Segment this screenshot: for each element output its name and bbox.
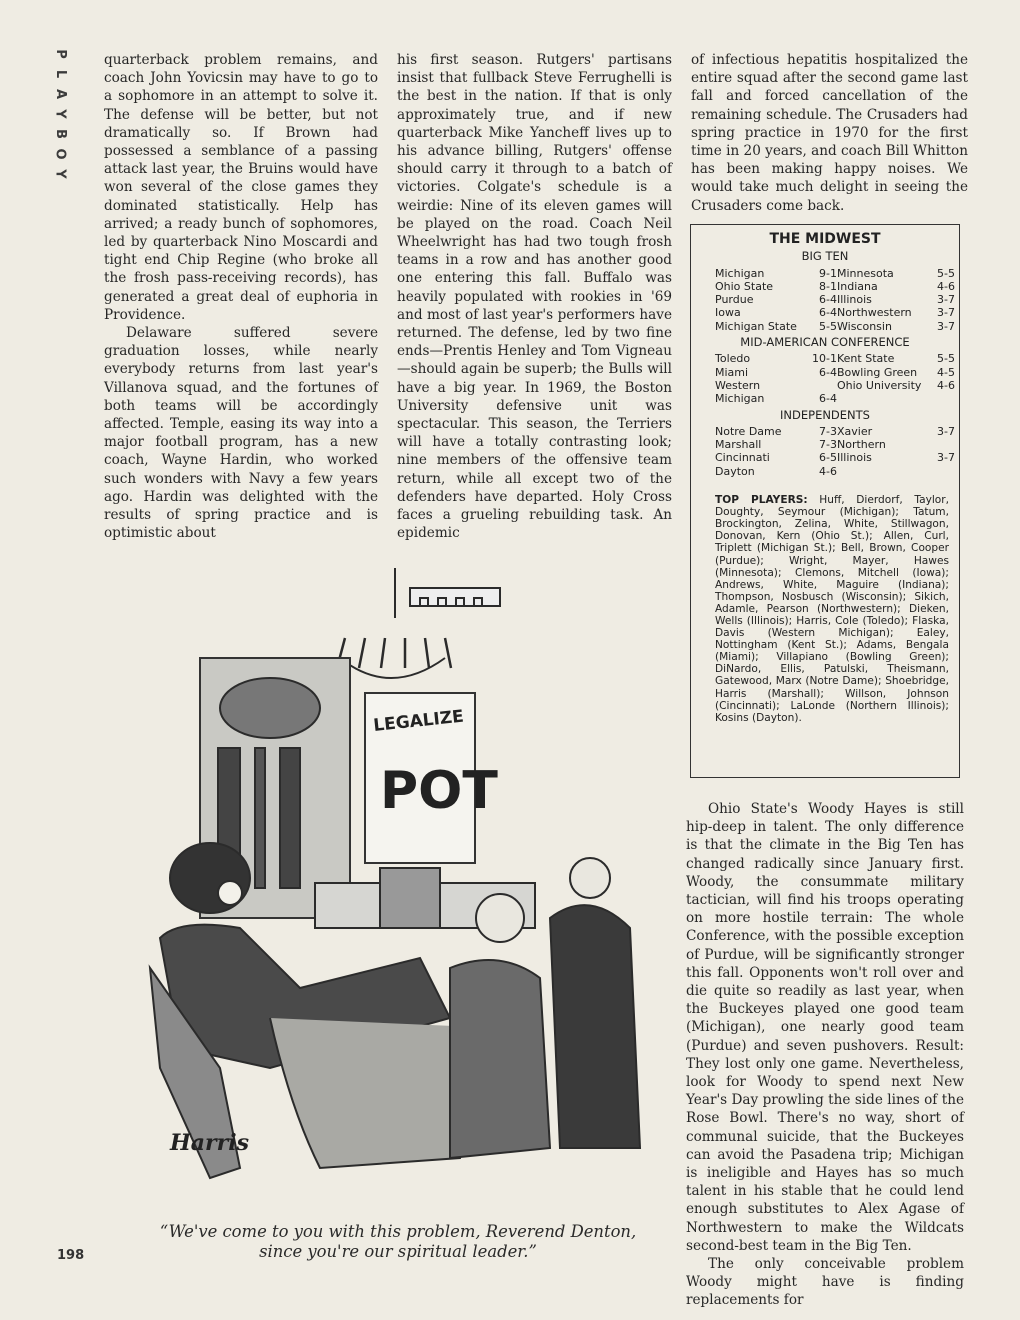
team-name: Wisconsin [837,319,892,333]
team-name: Iowa [715,306,741,320]
playboy-vertical-brand: P L A Y B O Y [52,49,68,179]
team-name: Miami [715,365,749,379]
team-record: 10-1 [812,352,837,366]
team-name [837,392,927,405]
team-record: 9-1 [819,266,837,280]
team-record: 6-4 [819,293,837,307]
team-name: Ohio University [837,378,922,392]
team-name: Illinois [837,451,872,465]
team-record: 8-1 [819,279,837,293]
team-record [927,438,955,451]
midwest-sidebar-box [690,224,960,778]
article-column-3-continued [686,800,964,1310]
conference-heading: BIG TEN [801,249,849,264]
team-record: 3-7 [937,319,955,333]
team-name: Michigan [715,392,765,406]
top-players-label: TOP PLAYERS: [715,494,808,507]
team-record: 4-5 [937,365,955,379]
paragraph: The only conceivable problem Woody might have is finding replacements for [686,1256,964,1309]
team-record: 6-4 [819,306,837,320]
team-name: Northwestern [837,306,912,320]
team-name [837,465,927,478]
team-name: Xavier [837,424,873,438]
poster-pot-text: POT [380,761,498,821]
team-record: 6-4 [819,365,837,379]
standings-table-independents [715,424,955,478]
team-name: Western [715,378,761,392]
cartoon-illustration [120,548,660,1198]
team-record: 7-3 [819,438,837,452]
team-record: 3-7 [937,293,955,307]
top-players-list: Huff, Dierdorf, Taylor, Doughty, Seymour (Michigan); Tatum, Brockington, Zelina, White, Stillwagon, Donovan, Kern (Ohio St.); Allen, Curl, Triplett (Michigan St.); Bell, Brown, Cooper (Purdue); Wright, Mayer, Hawes (Minnesota); Clemons, Mitchell (Iowa); Andrews, White, Maguire (Indiana); Thompson, Nosbusch (Wisconsin); Sikich, Adamle, Pearson (Northwestern); Dieken, Wells (Illinois); Harris, Cole (Toledo); Flaska, Davis (Western Michigan); Ealey, Nottingham (Kent St.); Adams, Bengala (Miami); Villapiano (Bowling Green); DiNardo, Ellis, Patulski, Theismann, Gatewood, Marx (Notre Dame); Shoebridge, Harris (Marshall); Willson, Johnson (Cincinnati); LaLonde (Northern Illinois); Kosins (Dayton). [715,494,949,724]
paragraph: his first season. Rutgers' partisans insist that fullback Steve Ferrughelli is the best in the nation. If that is only approximately true, and if new quarterback Mike Yancheff lives up to his advance billing, Rutgers' offense should carry it through to a batch of victories. Colgate's schedule is a weirdie: Nine of its eleven games will be played on the road. Coach Neil Wheelwright has had two tough frosh teams in a row and has another good one entering this fall. Buffalo was heavily populated with rookies in '69 and most of last year's performers have returned. The defense, led by two fine ends—Prentis Henley and Tom Vigneau—should again be superb; the Bulls will have a big year. In 1969, the Boston University defensive unit was spectacular. This season, the Terriers will have a totally contrasting look; nine members of the offensive team return, while all except two of the defenders have departed. Holy Cross faces a grueling rebuilding task. An epidemic [397,52,672,542]
conference-heading: MID-AMERICAN CONFERENCE [740,335,910,350]
team-name: Northern [837,438,886,452]
team-record [805,379,837,392]
standings-table-big-ten [715,266,955,333]
team-name: Ohio State [715,279,774,293]
team-record: 3-7 [937,424,955,438]
team-name: Michigan State [715,319,797,333]
article-column-1 [104,51,378,542]
team-name: Michigan [715,266,765,280]
conference-heading: INDEPENDENTS [780,407,870,422]
team-record: 6-4 [819,392,837,406]
poster-legalize-text: LEGALIZE [372,706,465,736]
team-name: Dayton [715,464,755,478]
team-name: Notre Dame [715,424,782,438]
paragraph: Delaware suffered severe graduation losses, while nearly everybody returns from last year's Villanova squad, and the fortunes of both teams will be accordingly affected. Temple, easing its way into a major football program, has a new coach, Wayne Hardin, who worked such wonders with Navy a few years ago. Hardin was delighted with the results of spring practice and is optimistic about [104,325,378,542]
artist-signature: Harris [170,1130,249,1156]
team-record: 3-7 [937,306,955,320]
team-name: Indiana [837,279,878,293]
top-players [715,494,949,724]
team-name: Cincinnati [715,451,770,465]
team-record: 5-5 [937,352,955,366]
team-record: 5-5 [937,266,955,280]
team-record [927,465,955,478]
paragraph: quarterback problem remains, and coach John Yovicsin may have to go to a sophomore in an attempt to solve it. The defense will be better, but not dramatically so. If Brown had possessed a semblance of a passing attack last year, the Bruins would have won several of the close games they dominated statistically. Help has arrived; a ready bunch of sophomores, led by quarterback Nino Moscardi and tight end Chip Regine (who broke all the frosh pass-receiving records), has generated a great deal of euphoria in Providence. [104,52,378,323]
team-record: 7-3 [819,424,837,438]
cartoon-caption: “We've come to you with this problem, Reverend Denton, since you're our spiritual leader.” [159,1222,637,1261]
team-record: 5-5 [819,319,837,333]
article-column-3 [691,51,968,215]
article-column-2 [397,51,672,542]
team-record: 3-7 [937,451,955,465]
team-name: Bowling Green [837,365,918,379]
team-record [927,392,955,405]
page-number: 198 [57,1248,85,1263]
team-record: 4-6 [937,378,955,392]
team-name: Marshall [715,438,762,452]
paragraph: of infectious hepatitis hospitalized the entire squad after the second game last fall and forced cancellation of the remaining schedule. The Crusaders had spring practice in 1970 for the first time in 20 years, and coach Bill Whitton has been making happy noises. We would take much delight in seeing the Crusaders come back. [691,52,968,214]
paragraph: Ohio State's Woody Hayes is still hip-deep in talent. The only difference is that the climate in the Big Ten has changed radically since January first. Woody, the consummate military tactician, will find his troops operating on more hostile terrain: The whole Conference, with the possible exception of Purdue, will be significantly stronger this fall. Opponents won't roll over and die quite so readily as last year, when the Buckeyes played one good team (Michigan), one nearly good team (Purdue) and seven pushovers. Result: They lost only one game. Nevertheless, look for Woody to spend next New Year's Day prowling the side lines of the Rose Bowl. There's no way, short of communal suicide, that the Buckeyes can avoid the Pasadena trip; Michigan is ineligible and Hayes has so much talent in his stable that he could lend enough substitutes to Alex Agase of Northwestern to make the Wildcats second-best team in the Big Ten. [686,801,964,1254]
team-name: Kent State [837,352,895,366]
team-name: Illinois [837,293,872,307]
team-record: 6-5 [819,451,837,465]
standings-table-mac [715,352,955,406]
team-name: Purdue [715,293,754,307]
team-record: 4-6 [819,464,837,478]
team-name: Toledo [715,352,751,366]
sidebar-title: THE MIDWEST [769,231,881,247]
team-name: Minnesota [837,266,894,280]
team-record: 4-6 [937,279,955,293]
